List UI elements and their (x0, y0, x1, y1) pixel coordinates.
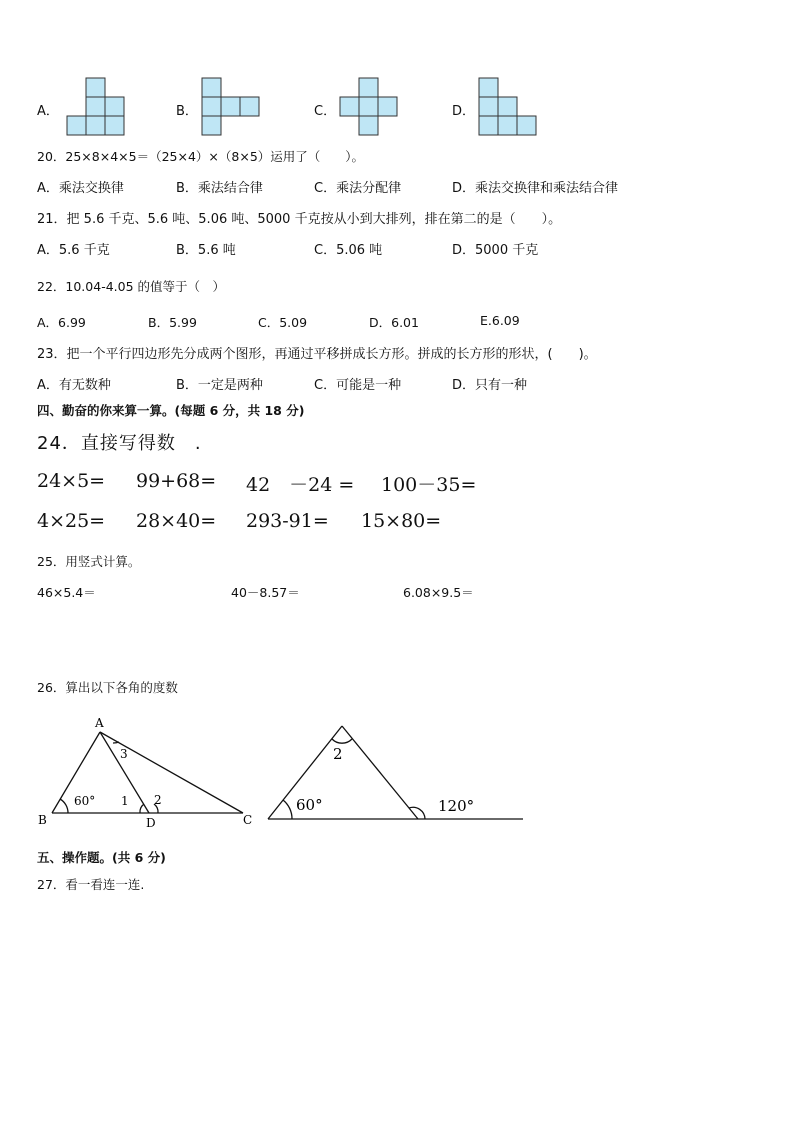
q24-item: 293-91= (246, 510, 329, 532)
top-angle-label: 2 (333, 745, 343, 763)
triangle-figure-1 (30, 712, 260, 834)
q22-option-d: D．6.01 (369, 315, 419, 330)
angle-1-label: 1 (121, 794, 129, 808)
q24-item: 99+68= (136, 470, 217, 492)
q24-item: 24×5= (37, 470, 106, 492)
q21-question: 21．把 5.6 千克、5.6 吨、5.06 吨、5000 千克按从小到大排列，排在第二的是（ ）。 (37, 212, 562, 227)
q19-option-b-label: B． (176, 104, 198, 119)
angle-b-label: 60° (74, 794, 96, 808)
q24-item: 4×25= (37, 510, 106, 532)
q22-option-b: B．5.99 (148, 315, 197, 330)
q20-option-c: C．乘法分配律 (314, 181, 402, 196)
vertex-b-label: B (38, 813, 47, 827)
left-angle-label: 60° (296, 796, 323, 814)
q21-option-c: C．5.06 吨 (314, 243, 383, 258)
q23-option-a: A．有无数种 (37, 378, 111, 393)
q22-option-c: C．5.09 (258, 315, 308, 330)
q25-item: 40－8.57＝ (231, 585, 300, 600)
q19-option-c-label: C． (314, 104, 337, 119)
q22-question: 22．10.04-4.05 的值等于（ ） (37, 279, 226, 294)
q20-question: 20．25×8×4×5＝（25×4）×（8×5）运用了（ ）。 (37, 149, 365, 164)
q19-net-d (477, 76, 539, 138)
q20-option-a: A．乘法交换律 (37, 181, 124, 196)
q19-option-d-label: D． (452, 104, 476, 119)
q26-question: 26．算出以下各角的度数 (37, 680, 178, 695)
angle-2-label: 2 (154, 793, 162, 807)
q21-option-a: A．5.6 千克 (37, 243, 110, 258)
q22-option-e: E.6.09 (480, 313, 520, 328)
q24-item: 15×80= (361, 510, 442, 532)
vertex-d-label: D (146, 816, 156, 830)
q25-item: 6.08×9.5＝ (403, 585, 474, 600)
vertex-a-label: A (95, 716, 104, 730)
triangle-figure-2 (262, 718, 527, 824)
q27-question: 27．看一看连一连. (37, 877, 145, 892)
q23-question: 23．把一个平行四边形先分成两个图形，再通过平移拼成长方形。拼成的长方形的形状，( )。 (37, 347, 597, 362)
q21-option-d: D．5000 千克 (452, 243, 539, 258)
q19-net-b (200, 76, 262, 138)
q23-option-d: D．只有一种 (452, 378, 528, 393)
section-4-title: 四、勤奋的你来算一算。(每题 6 分，共 18 分) (37, 403, 305, 418)
q24-item: 42 －24 = (246, 474, 355, 496)
q24-item: 100－35= (381, 474, 477, 496)
section-5-title: 五、操作题。(共 6 分) (37, 850, 166, 865)
q21-option-b: B．5.6 吨 (176, 243, 236, 258)
angle-3-label: 3 (120, 747, 128, 761)
q19-net-c (338, 76, 400, 138)
q25-question: 25．用竖式计算。 (37, 554, 141, 569)
q24-item: 28×40= (136, 510, 217, 532)
q20-option-b: B．乘法结合律 (176, 181, 263, 196)
q22-option-a: A．6.99 (37, 315, 86, 330)
q24-question: 24．直接写得数 . (37, 433, 202, 454)
vertex-c-label: C (243, 813, 253, 827)
q25-item: 46×5.4＝ (37, 585, 96, 600)
q19-net-a (66, 76, 128, 138)
q20-option-d: D．乘法交换律和乘法结合律 (452, 181, 619, 196)
q19-option-a-label: A． (37, 104, 59, 119)
q23-option-b: B．一定是两种 (176, 378, 263, 393)
exterior-angle-label: 120° (438, 797, 475, 815)
q23-option-c: C．可能是一种 (314, 378, 402, 393)
